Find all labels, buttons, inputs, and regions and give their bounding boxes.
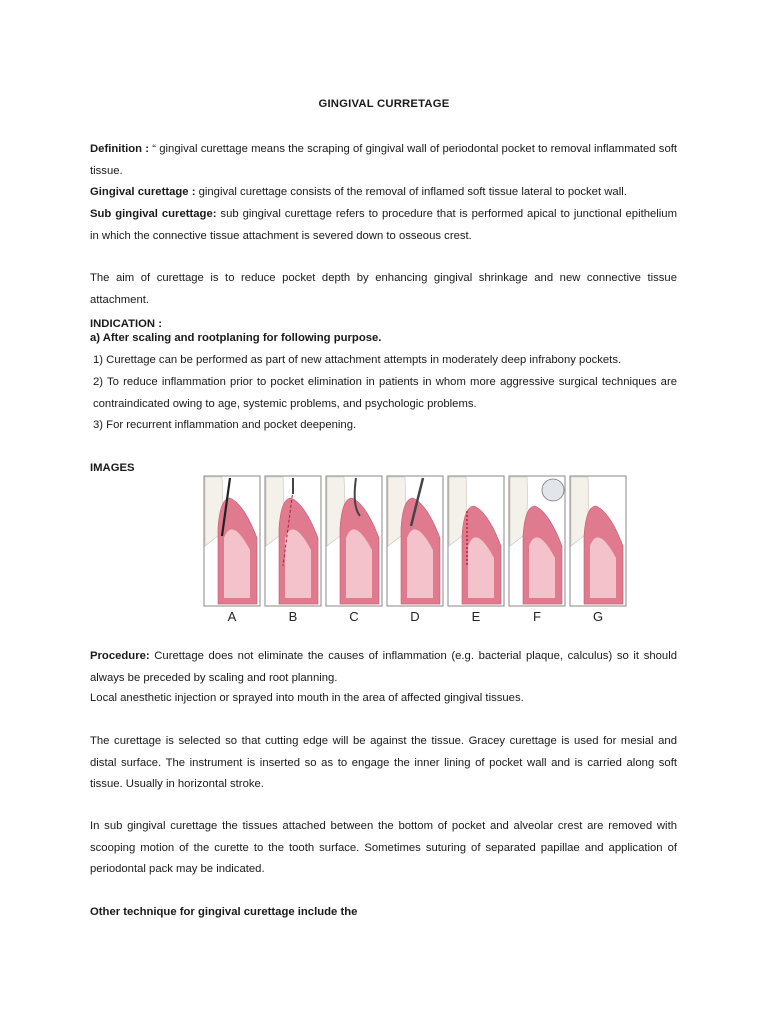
definition-text: “ gingival curettage means the scraping of gingival wall of periodontal pocket to removal inflammated soft tissue. <box>90 143 678 177</box>
gingival-curettage-text: gingival curettage consists of the removal of inflamed soft tissue lateral to pocket wall. <box>195 186 627 198</box>
sub-gingival-technique-paragraph: In sub gingival curettage the tissues attached between the bottom of pocket and alveolar crest are removed with scooping motion of the curette to the tooth surface. Sometimes suturing of separated papillae and application of periodontal pack may be indicated. <box>90 820 677 875</box>
indication-heading: INDICATION : <box>90 318 162 330</box>
figure-panel-g <box>570 476 626 606</box>
procedure-paragraph <box>90 646 677 689</box>
figure-label-f: F <box>533 609 541 624</box>
figure-panel-c <box>326 476 382 606</box>
indication-item-3: 3) For recurrent inflammation and pocket deepening. <box>93 419 357 431</box>
figure-label-c: C <box>349 609 359 624</box>
gingival-curettage-paragraph <box>90 182 677 204</box>
definition-label: Definition : <box>90 143 150 155</box>
figure-panel-a <box>204 476 260 606</box>
sub-gingival-paragraph <box>90 204 677 247</box>
figure-panel-f <box>509 476 565 606</box>
figure-panel-d <box>387 476 443 606</box>
local-anesthetic-paragraph: Local anesthetic injection or sprayed into mouth in the area of affected gingival tissues. <box>90 692 524 704</box>
figure-label-e: E <box>471 609 481 624</box>
figure-panel-b <box>265 476 321 606</box>
figure-label-d: D <box>410 609 420 624</box>
indication-subheading: a) After scaling and rootplaning for following purpose. <box>90 332 382 344</box>
other-technique-heading: Other technique for gingival curettage include the <box>90 906 358 918</box>
indication-item-2: 2) To reduce inflammation prior to pocket elimination in patients in whom more aggressive surgical techniques are contraindicated owing to age, systemic problems, and psychologic problems. <box>93 376 677 410</box>
images-heading: IMAGES <box>90 462 135 474</box>
aim-paragraph: The aim of curettage is to reduce pocket depth by enhancing gingival shrinkage and new connective tissue attachment. <box>90 272 677 306</box>
sub-gingival-label: Sub gingival curettage: <box>90 208 217 220</box>
page-title: GINGIVAL CURRETAGE <box>318 98 450 110</box>
figure-label-g: G <box>592 609 604 624</box>
sub-gingival-text: sub gingival curettage refers to procedure that is performed apical to junctional epithelium in which the connective tissue attachment is severed down to osseous crest. <box>90 208 677 242</box>
definition-paragraph <box>90 139 677 182</box>
procedure-label: Procedure: <box>90 650 150 662</box>
procedure-text: Curettage does not eliminate the causes of inflammation (e.g. bacterial plaque, calculus) so it should always be preceded by scaling and root planning. <box>90 650 677 684</box>
figure-panel-e <box>448 476 504 606</box>
figure-label-b: B <box>288 609 298 624</box>
figure-label-a: A <box>227 609 237 624</box>
curette-selection-paragraph: The curettage is selected so that cutting edge will be against the tissue. Gracey curettage is used for mesial and distal surface. The instrument is inserted so as to engage the inner lining of pocket wall and is carried along soft tissue. Usually in horizontal stroke. <box>90 735 677 790</box>
curettage-figure <box>203 473 604 624</box>
indication-item-1: 1) Curettage can be performed as part of new attachment attempts in moderately deep infrabony pockets. <box>93 354 622 366</box>
gingival-curettage-label: Gingival curettage : <box>90 186 196 198</box>
